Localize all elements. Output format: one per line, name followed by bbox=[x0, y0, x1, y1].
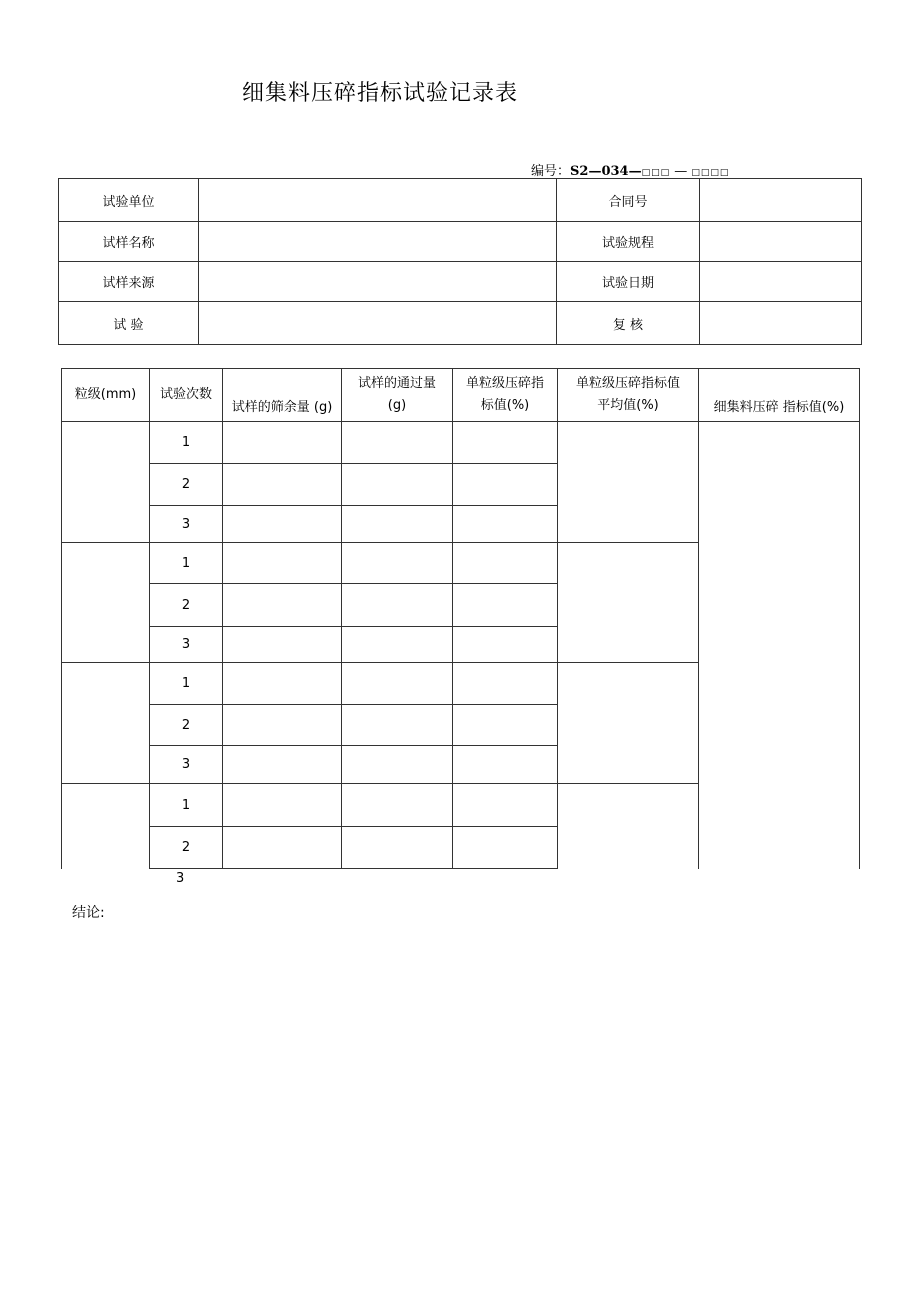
grade-cell[interactable] bbox=[62, 543, 150, 663]
single-index-cell[interactable] bbox=[453, 663, 558, 705]
sample-name-field[interactable] bbox=[199, 222, 557, 262]
passing-cell[interactable] bbox=[342, 584, 453, 627]
retained-cell[interactable] bbox=[223, 746, 342, 784]
reviewer-field[interactable] bbox=[700, 302, 862, 345]
passing-cell[interactable] bbox=[342, 627, 453, 663]
unit-label: 试验单位 bbox=[59, 179, 199, 222]
source-label: 试样来源 bbox=[59, 262, 199, 302]
tester-label: 试 验 bbox=[59, 302, 199, 345]
retained-cell[interactable] bbox=[223, 506, 342, 543]
trial-number: 2 bbox=[150, 584, 223, 627]
retained-cell[interactable] bbox=[223, 705, 342, 746]
trailing-trial-number: 3 bbox=[176, 871, 185, 886]
trial-number: 2 bbox=[150, 705, 223, 746]
single-index-cell[interactable] bbox=[453, 746, 558, 784]
trial-number: 2 bbox=[150, 464, 223, 506]
header-average bbox=[558, 369, 699, 422]
trial-number: 1 bbox=[150, 543, 223, 584]
unit-field[interactable] bbox=[199, 179, 557, 222]
trial-number: 1 bbox=[150, 663, 223, 705]
single-index-cell[interactable] bbox=[453, 543, 558, 584]
fine-aggregate-index-cell[interactable] bbox=[699, 422, 860, 869]
header-average-line1: 单粒级压碎指标值 bbox=[575, 376, 680, 391]
trial-number: 3 bbox=[150, 746, 223, 784]
page-title: 细集料压碎指标试验记录表 bbox=[242, 81, 519, 106]
retained-cell[interactable] bbox=[223, 422, 342, 464]
passing-cell[interactable] bbox=[342, 827, 453, 869]
passing-cell[interactable] bbox=[342, 422, 453, 464]
form-code-boxes-1: □□□ bbox=[641, 168, 671, 178]
sample-name-label: 试样名称 bbox=[59, 222, 199, 262]
single-index-cell[interactable] bbox=[453, 627, 558, 663]
trial-number: 1 bbox=[150, 422, 223, 464]
date-label: 试验日期 bbox=[557, 262, 700, 302]
trial-number: 3 bbox=[150, 627, 223, 663]
retained-cell[interactable] bbox=[223, 827, 342, 869]
header-passing-line1: 试样的通过量 bbox=[357, 376, 436, 391]
passing-cell[interactable] bbox=[342, 464, 453, 506]
passing-cell[interactable] bbox=[342, 746, 453, 784]
trial-number: 1 bbox=[150, 784, 223, 827]
source-field[interactable] bbox=[199, 262, 557, 302]
single-index-cell[interactable] bbox=[453, 464, 558, 506]
header-passing bbox=[342, 369, 453, 422]
passing-cell[interactable] bbox=[342, 506, 453, 543]
passing-cell[interactable] bbox=[342, 543, 453, 584]
single-index-cell[interactable] bbox=[453, 422, 558, 464]
retained-cell[interactable] bbox=[223, 464, 342, 506]
header-single-line2: 标值(%) bbox=[480, 398, 530, 413]
form-code-label: 编号： bbox=[531, 164, 571, 179]
conclusion-label: 结论: bbox=[72, 905, 105, 921]
single-index-cell[interactable] bbox=[453, 506, 558, 543]
passing-cell[interactable] bbox=[342, 663, 453, 705]
standard-field[interactable] bbox=[700, 222, 862, 262]
crush-index-table bbox=[61, 368, 860, 869]
reviewer-label: 复 核 bbox=[557, 302, 700, 345]
trial-number: 3 bbox=[150, 506, 223, 543]
header-single-line1: 单粒级压碎指 bbox=[465, 376, 544, 391]
average-cell[interactable] bbox=[558, 422, 699, 543]
grade-cell[interactable] bbox=[62, 784, 150, 869]
header-trial-count: 试验次数 bbox=[150, 369, 223, 422]
header-passing-line2: (g) bbox=[387, 398, 407, 413]
tester-field[interactable] bbox=[199, 302, 557, 345]
average-cell[interactable] bbox=[558, 663, 699, 784]
grade-cell[interactable] bbox=[62, 663, 150, 784]
single-index-cell[interactable] bbox=[453, 827, 558, 869]
retained-cell[interactable] bbox=[223, 584, 342, 627]
date-field[interactable] bbox=[700, 262, 862, 302]
header-average-line2: 平均值(%) bbox=[597, 398, 659, 413]
average-cell[interactable] bbox=[558, 543, 699, 663]
form-code-boxes-2: □□□□ bbox=[691, 168, 730, 178]
passing-cell[interactable] bbox=[342, 705, 453, 746]
header-grade: 粒级(mm) bbox=[62, 369, 150, 422]
single-index-cell[interactable] bbox=[453, 784, 558, 827]
header-retained: 试样的筛余量 (g) bbox=[223, 369, 342, 422]
single-index-cell[interactable] bbox=[453, 705, 558, 746]
form-code bbox=[531, 160, 729, 179]
retained-cell[interactable] bbox=[223, 627, 342, 663]
info-table bbox=[58, 178, 862, 345]
header-single-index bbox=[453, 369, 558, 422]
grade-cell[interactable] bbox=[62, 422, 150, 543]
form-code-separator: — bbox=[670, 164, 692, 179]
contract-field[interactable] bbox=[700, 179, 862, 222]
header-fine-aggregate-index: 细集料压碎 指标值(%) bbox=[699, 369, 860, 422]
contract-label: 合同号 bbox=[557, 179, 700, 222]
trial-number: 2 bbox=[150, 827, 223, 869]
standard-label: 试验规程 bbox=[557, 222, 700, 262]
retained-cell[interactable] bbox=[223, 663, 342, 705]
average-cell[interactable] bbox=[558, 784, 699, 869]
retained-cell[interactable] bbox=[223, 784, 342, 827]
form-code-value: S2—034— bbox=[570, 164, 642, 179]
passing-cell[interactable] bbox=[342, 784, 453, 827]
retained-cell[interactable] bbox=[223, 543, 342, 584]
single-index-cell[interactable] bbox=[453, 584, 558, 627]
